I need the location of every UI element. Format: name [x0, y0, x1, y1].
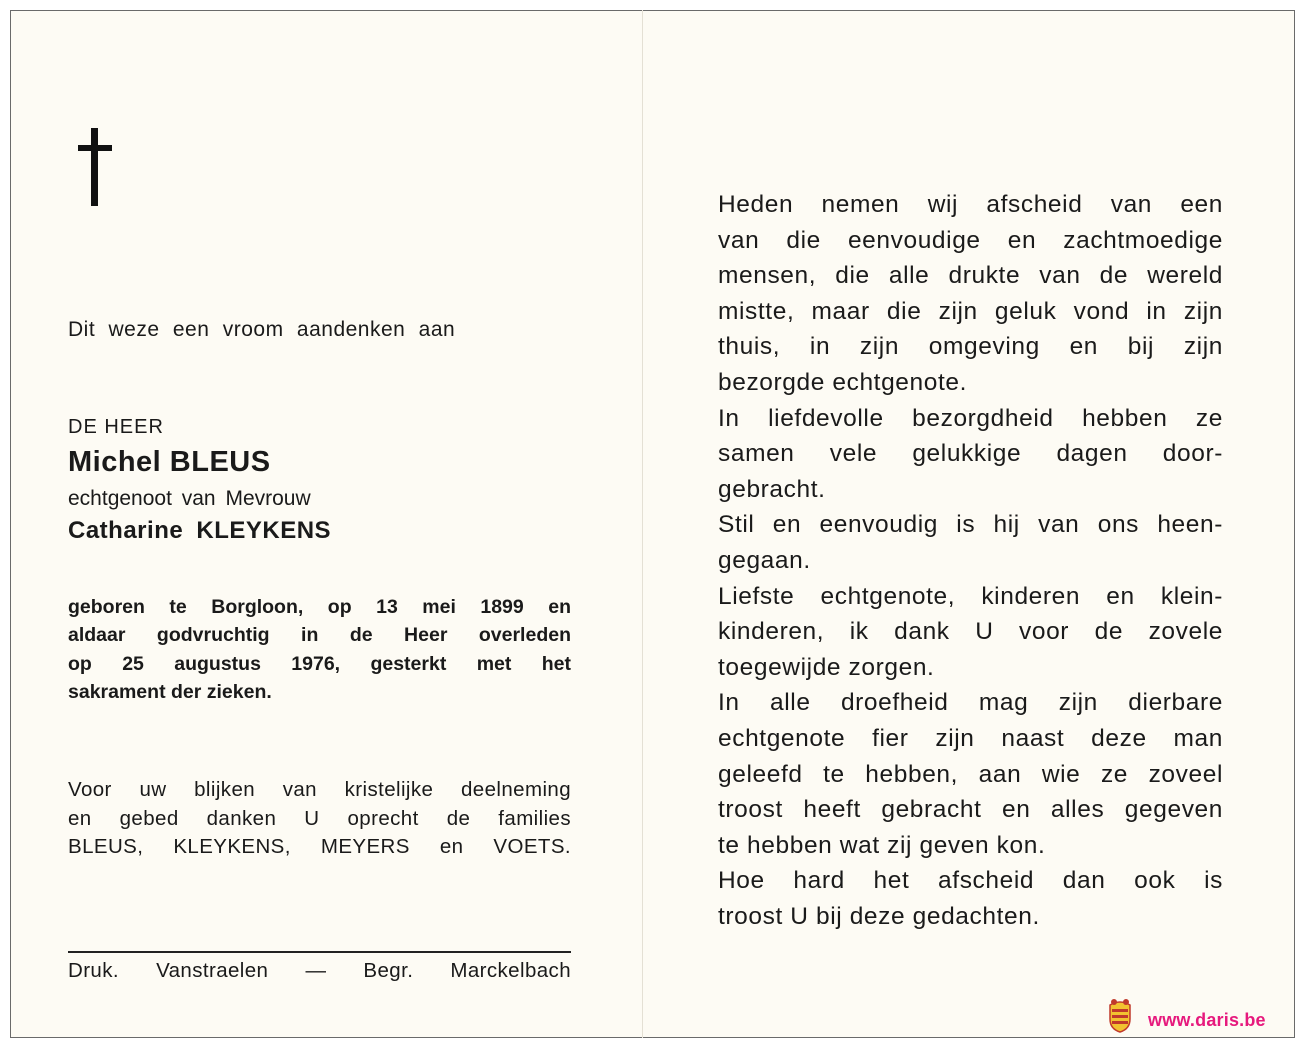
- spouse-name: Catharine KLEYKENS: [68, 517, 332, 544]
- birth-line: aldaar godvruchtig in de Heer overleden: [68, 624, 571, 647]
- divider-line: [68, 951, 571, 953]
- honorific-title: DE HEER: [68, 416, 164, 438]
- intro-text: Dit weze een vroom aandenken aan: [68, 318, 456, 341]
- poem-line: troost U bij deze gedachten.: [718, 902, 1040, 930]
- spouse-label: echtgenoot van Mevrouw: [68, 487, 311, 510]
- poem-line: te hebben wat zij geven kon.: [718, 831, 1046, 859]
- poem-line: van die eenvoudige en zachtmoedige: [718, 226, 1223, 254]
- deceased-name: Michel BLEUS: [68, 446, 271, 478]
- birth-line: geboren te Borgloon, op 13 mei 1899 en: [68, 596, 571, 618]
- poem-line: In alle droefheid mag zijn dierbare: [718, 689, 1223, 717]
- cross-icon: [78, 128, 112, 206]
- poem-line: samen vele gelukkige dagen door-: [718, 440, 1223, 468]
- poem-line: Hoe hard het afscheid dan ook is: [718, 867, 1223, 895]
- thanks-line: BLEUS, KLEYKENS, MEYERS en VOETS.: [68, 835, 571, 859]
- printer-credit: Druk. Vanstraelen — Begr. Marckelbach: [68, 959, 571, 982]
- poem-line: bezorgde echtgenote.: [718, 368, 968, 396]
- thanks-text: [68, 776, 571, 862]
- poem-line: mistte, maar die zijn geluk vond in zijn: [718, 297, 1223, 325]
- watermark-text: www.daris.be: [1148, 1010, 1266, 1030]
- poem-line: gebracht.: [718, 475, 826, 503]
- daris-logo-icon: [1106, 997, 1134, 1033]
- poem-line: troost heeft gebracht en alles gegeven: [718, 796, 1223, 824]
- birth-death-text: [68, 593, 571, 706]
- poem-line: kinderen, ik dank U voor de zovele: [718, 618, 1223, 646]
- birth-line: sakrament der zieken.: [68, 680, 272, 703]
- poem-line: Stil en eenvoudig is hij van ons heen-: [718, 511, 1223, 539]
- thanks-line: en gebed danken U oprecht de families: [68, 806, 571, 830]
- poem-line: thuis, in zijn omgeving en bij zijn: [718, 333, 1223, 361]
- poem-line: toegewijde zorgen.: [718, 653, 935, 681]
- poem-line: In liefdevolle bezorgdheid hebben ze: [718, 404, 1223, 432]
- thanks-line: Voor uw blijken van kristelijke deelneming: [68, 778, 571, 801]
- memorial-poem: [718, 187, 1223, 934]
- birth-line: op 25 augustus 1976, gesterkt met het: [68, 652, 571, 675]
- poem-line: gegaan.: [718, 546, 811, 574]
- poem-line: Liefste echtgenote, kinderen en klein-: [718, 582, 1223, 610]
- poem-line: mensen, die alle drukte van de wereld: [718, 262, 1223, 290]
- card-fold: [642, 10, 643, 1038]
- poem-line: echtgenote fier zijn naast deze man: [718, 724, 1223, 752]
- poem-line: geleefd te hebben, aan wie ze zoveel: [718, 760, 1223, 788]
- poem-line: Heden nemen wij afscheid van een: [718, 191, 1223, 218]
